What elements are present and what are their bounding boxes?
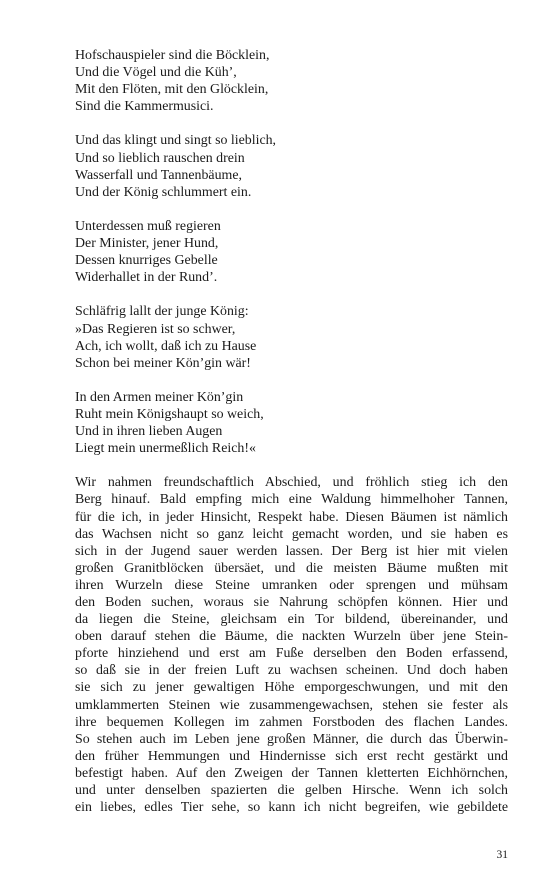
poem-line: »Das Regieren ist so schwer, bbox=[75, 321, 236, 337]
prose-line: für die ich, in jeder Hinsicht, Respekt habe. Diesen Bäumen ist nämlich bbox=[75, 509, 508, 525]
prose-line: da liegen die Steine, gleichsam ein Tor bildend, übereinander, und bbox=[75, 612, 508, 628]
poem-line: Liegt mein unermeßlich Reich!« bbox=[75, 441, 256, 457]
prose-line: so daß sie in der freien Luft zu wachsen scheinen. Und doch haben bbox=[75, 663, 508, 679]
poem-stanza bbox=[75, 389, 508, 457]
poem-stanza bbox=[75, 132, 508, 200]
poem-line: Ach, ich wollt, daß ich zu Hause bbox=[75, 338, 257, 354]
poem-line: Hofschauspieler sind die Böcklein, bbox=[75, 48, 270, 63]
poem-line: Ruht mein Königshaupt so weich, bbox=[75, 406, 264, 422]
poem-line: Und die Vögel und die Küh’, bbox=[75, 65, 237, 81]
poem-line: Wasserfall und Tannenbäume, bbox=[75, 167, 242, 183]
prose-line: Wir nahmen freundschaftlich Abschied, und fröhlich stieg ich den bbox=[75, 475, 508, 491]
poem-line: Mit den Flöten, mit den Glöcklein, bbox=[75, 82, 269, 98]
poem-line: Und das klingt und singt so lieblich, bbox=[75, 133, 277, 149]
poem-line: Und in ihren lieben Augen bbox=[75, 424, 223, 440]
prose-line: das Wachsen nicht so ganz leicht gemacht worden, und sie haben es bbox=[75, 526, 508, 542]
page-content bbox=[75, 47, 508, 816]
poem-line: Schläfrig lallt der junge König: bbox=[75, 304, 249, 320]
prose-line: umklammerten Steinen wie zusammengewachsen, stehen sie fester als bbox=[75, 697, 508, 713]
prose-line: Berg hinauf. Bald empfing mich eine Waldung himmelhoher Tannen, bbox=[75, 492, 508, 508]
poem-line: Schon bei meiner Kön’gin wär! bbox=[75, 355, 251, 371]
prose-line: pforte hinziehend und erst am Fuße derselben den Boden erfassend, bbox=[75, 646, 508, 662]
prose-line: ihren Wurzeln diese Steine umranken oder sprengen und mühsam bbox=[75, 577, 508, 593]
poem-line: Widerhallet in der Rund’. bbox=[75, 270, 218, 286]
prose-line: befestigt haben. Auf den Zweigen der Tannen kletterten Eichhörnchen, bbox=[75, 765, 508, 781]
prose-line: und unter denselben spazierten die gelben Hirsche. Wenn ich solch bbox=[75, 783, 508, 799]
prose-line: den Boden suchen, woraus sie Nahrung schöpfen können. Hier und bbox=[75, 595, 508, 610]
prose-line: So stehen auch im Leben jene großen Männer, die durch das Überwin- bbox=[75, 731, 508, 747]
prose-line: sie sich zu jener gewaltigen Höhe emporgeschwungen, und mit den bbox=[75, 680, 508, 696]
prose-line: ihre bequemen Kollegen im zahmen Forstboden des flachen Landes. bbox=[75, 714, 508, 730]
prose-paragraph bbox=[75, 474, 508, 816]
prose-line: den früher Hemmungen und Hindernisse sich erst recht gestärkt und bbox=[75, 748, 508, 764]
poem-line: Sind die Kammermusici. bbox=[75, 99, 214, 115]
page-number: 31 bbox=[496, 849, 508, 861]
poem-stanza bbox=[75, 218, 508, 286]
prose-line: ein liebes, edles Tier sehe, so kann ich nicht begreifen, wie gebildete bbox=[75, 800, 508, 816]
poem-stanza bbox=[75, 303, 508, 371]
poem bbox=[75, 47, 508, 457]
poem-line: Und der König schlummert ein. bbox=[75, 184, 252, 200]
poem-line: Und so lieblich rauschen drein bbox=[75, 150, 245, 166]
poem-line: Dessen knurriges Gebelle bbox=[75, 253, 218, 269]
prose-line: oben darauf stehen die Bäume, die nackten Wurzeln über jene Stein- bbox=[75, 629, 508, 645]
prose-line: sich in der Jugend sauer werden lassen. Der Berg ist hier mit vielen bbox=[75, 543, 508, 559]
prose-line: großen Granitblöcken übersäet, und die meisten Bäume mußten mit bbox=[75, 560, 508, 576]
poem-line: In den Armen meiner Kön’gin bbox=[75, 389, 244, 405]
poem-line: Der Minister, jener Hund, bbox=[75, 236, 219, 252]
poem-line: Unterdessen muß regieren bbox=[75, 218, 221, 234]
poem-stanza bbox=[75, 47, 508, 115]
